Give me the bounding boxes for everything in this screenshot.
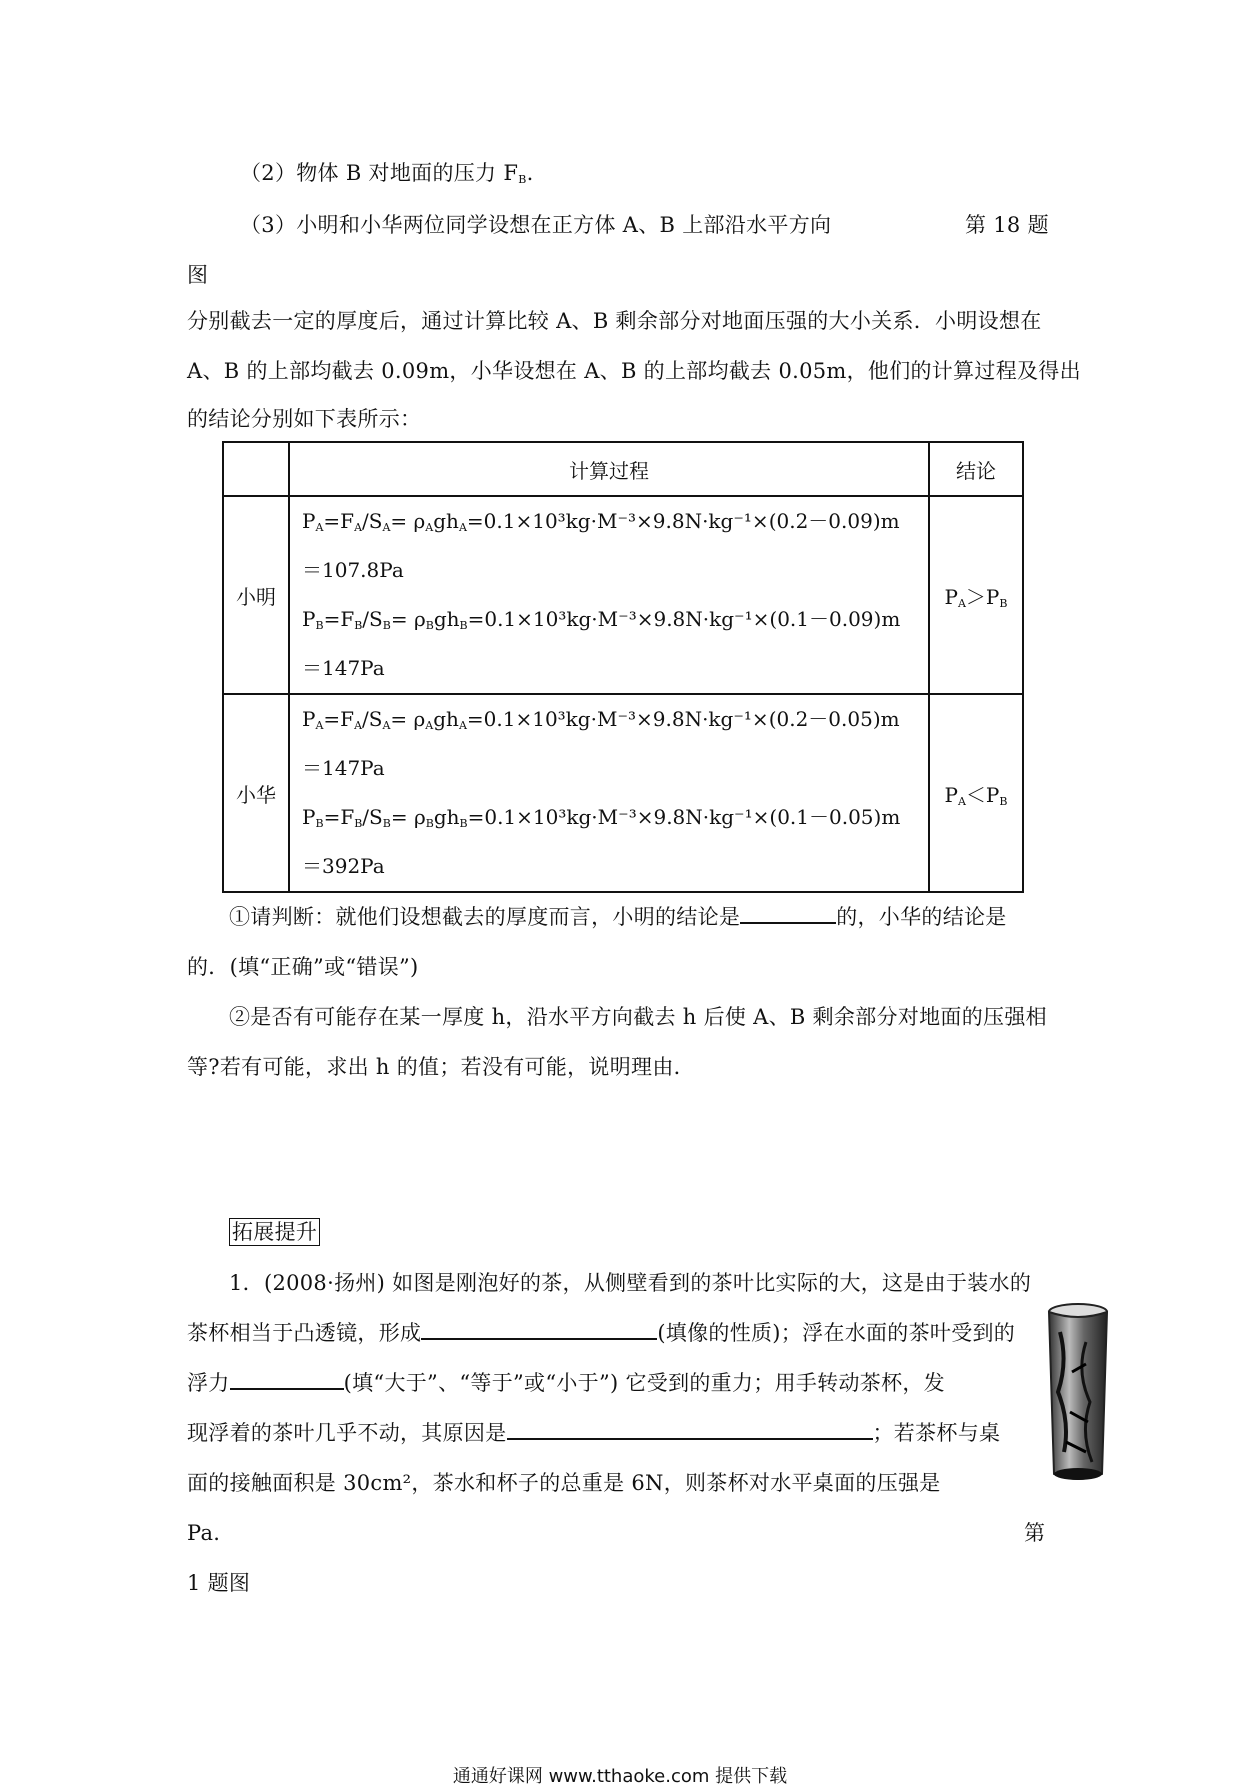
judge1-end: 的，小华的结论是 — [836, 905, 1007, 929]
fig1-label-b: 1 题图 — [187, 1571, 251, 1595]
calc-line: $P_B=F_B/S_B= \rho_Bgh_B=0.1\times 10^3kg\cdot M^{-3}\times 9.8N\cdot kg^{-1}\times(0.1-0.09)m$ — [302, 607, 901, 632]
judge-line-1 — [229, 902, 1007, 932]
row-name-xiaoming: 小明 — [223, 496, 289, 694]
calculation-table — [222, 441, 1024, 893]
para-line-2: A、B 的上部均截去 0.09m，小华设想在 A、B 的上部均截去 0.05m，他们的计算过程及得出 — [187, 359, 1081, 383]
p1-l3b: (填“大于”、“等于”或“小于”) 它受到的重力；用手转动茶杯，发 — [343, 1371, 945, 1395]
p1-line-5: 面的接触面积是 30cm²，茶水和杯子的总重是 6N，则茶杯对水平桌面的压强是 — [187, 1471, 941, 1495]
row-name-xiaohua: 小华 — [223, 694, 289, 892]
calc-line: $P_A=F_A/S_A= \rho_Agh_A=0.1\times 10^3kg\cdot M^{-3}\times 9.8N\cdot kg^{-1}\times(0.2-0.09)m$ — [302, 509, 900, 534]
section-title-box: 拓展提升 — [229, 1218, 320, 1246]
answer-blank-reason[interactable] — [507, 1418, 873, 1440]
calc-line: ＝107.8Pa — [302, 558, 404, 582]
calc-expr: =0.1×10³kg·M⁻³×9.8N·kg⁻¹×(0.1－0.05)m — [467, 805, 901, 829]
answer-blank-xiaoming[interactable] — [740, 902, 836, 924]
p1-line-4 — [187, 1418, 1000, 1448]
q2-text: （2）物体 B 对地面的压力 F — [240, 161, 519, 185]
table-header-process: 计算过程 — [289, 442, 929, 496]
p1-line-1: 1．(2008·扬州) 如图是刚泡好的茶，从侧壁看到的茶叶比实际的大，这是由于装水的 — [229, 1271, 1032, 1295]
section-title — [229, 1217, 320, 1247]
fig18-cont: 图 — [187, 263, 209, 287]
answer-blank-buoyancy[interactable] — [230, 1368, 344, 1390]
q2-line — [240, 158, 534, 195]
calc-line: $P_A=F_A/S_A= \rho_Agh_A=0.1\times 10^3kg\cdot M^{-3}\times 9.8N\cdot kg^{-1}\times(0.2-0.05)m$ — [302, 707, 900, 732]
calc-expr: =0.1×10³kg·M⁻³×9.8N·kg⁻¹×(0.2－0.05)m — [466, 707, 900, 731]
calc-line: $P_B=F_B/S_B= \rho_Bgh_B=0.1\times 10^3kg\cdot M^{-3}\times 9.8N\cdot kg^{-1}\times(0.1-0.05)m$ — [302, 805, 901, 830]
p1-l4b: ；若茶杯与桌 — [872, 1421, 1001, 1445]
judge1-text: ①请判断：就他们设想截去的厚度而言，小明的结论是 — [229, 905, 741, 929]
fig18-label: 第 18 题 — [965, 213, 1049, 237]
row-process-xiaoming — [289, 496, 929, 694]
fig1-label-a: 第 — [1024, 1521, 1046, 1545]
table-row-xiaoming — [223, 496, 1023, 694]
row-process-xiaohua — [289, 694, 929, 892]
row-conclusion-xiaoming: $P_A>P_B$ — [929, 496, 1023, 694]
p1-l2b: (填像的性质)；浮在水面的茶叶受到的 — [657, 1321, 1016, 1345]
calc-line: ＝147Pa — [302, 756, 385, 780]
p1-line-3 — [187, 1368, 945, 1398]
footer: 通通好课网 www.tthaoke.com 提供下载 — [452, 1766, 788, 1787]
calc-expr: =0.1×10³kg·M⁻³×9.8N·kg⁻¹×(0.2－0.09)m — [466, 509, 900, 533]
para-line-1: 分别截去一定的厚度后，通过计算比较 A、B 剩余部分对地面压强的大小关系．小明设想在 — [187, 309, 1042, 333]
calc-expr: =0.1×10³kg·M⁻³×9.8N·kg⁻¹×(0.1－0.09)m — [467, 607, 901, 631]
answer-blank-image[interactable] — [421, 1318, 657, 1340]
tea-cup-illustration — [1046, 1302, 1110, 1484]
table-row-xiaohua — [223, 694, 1023, 892]
p1-l4a: 现浮着的茶叶几乎不动，其原因是 — [187, 1421, 507, 1445]
p1-l3a: 浮力 — [187, 1371, 230, 1395]
table-header-conclusion: 结论 — [929, 442, 1023, 496]
q2-end: . — [526, 161, 534, 185]
judge-line-2: 的．(填“正确”或“错误”) — [187, 955, 419, 979]
row-conclusion-xiaohua: $P_A<P_B$ — [929, 694, 1023, 892]
calc-line: ＝147Pa — [302, 656, 385, 680]
judge-line-3: ②是否有可能存在某一厚度 h，沿水平方向截去 h 后使 A、B 剩余部分对地面的压强相 — [229, 1005, 1047, 1029]
table-header-row — [223, 442, 1023, 496]
q3-line — [240, 210, 831, 240]
q3-text: （3）小明和小华两位同学设想在正方体 A、B 上部沿水平方向 — [240, 213, 832, 237]
calc-line: ＝392Pa — [302, 854, 385, 878]
q2-sub: B — [518, 173, 527, 186]
p1-line-6: Pa. — [187, 1521, 221, 1545]
judge-line-4: 等?若有可能，求出 h 的值；若没有可能，说明理由． — [187, 1055, 695, 1079]
para-line-3: 的结论分别如下表所示： — [187, 407, 422, 431]
p1-l2a: 茶杯相当于凸透镜，形成 — [187, 1321, 422, 1345]
p1-line-2 — [187, 1318, 1015, 1348]
table-header-empty — [223, 442, 289, 496]
